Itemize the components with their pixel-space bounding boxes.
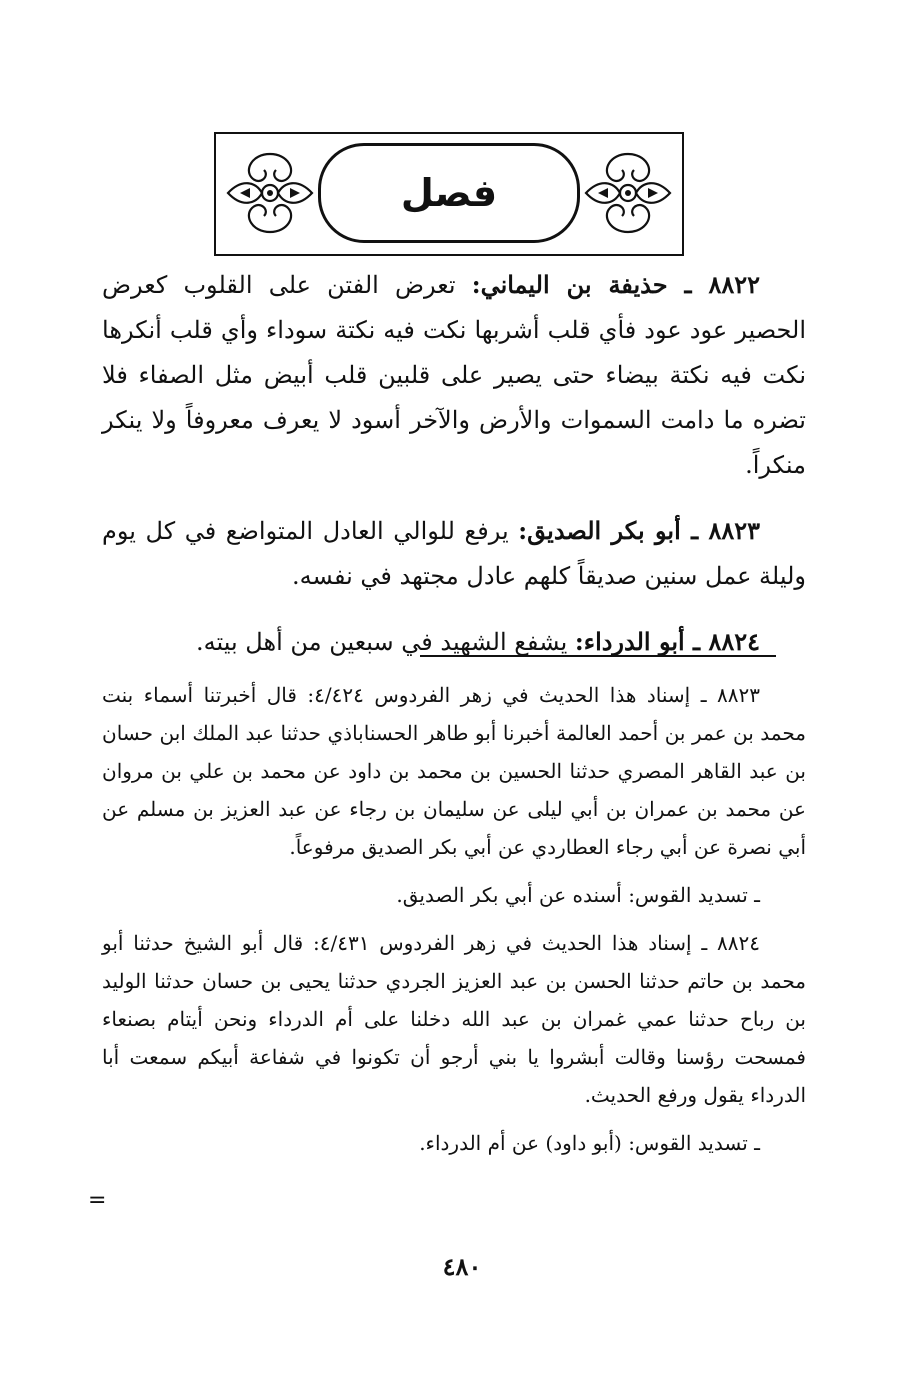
entry-label: ٨٨٢٢ ـ حذيفة بن اليماني: <box>471 270 760 299</box>
entry-text: يرفع للوالي العادل المتواضع في كل يوم وليلة عمل سنين صديقاً كلهم عادل مجتهد في نفسه. <box>102 517 806 590</box>
title-cartouche <box>318 143 580 243</box>
footnotes <box>102 676 806 1172</box>
right-arabesque-ornament <box>580 148 676 238</box>
entry-text: تعرض الفتن على القلوب كعرض الحصير عود عود فأي قلب أشربها نكت فيه نكتة سوداء وأي قلب أنكرها نكت فيه نكتة بيضاء حتى يصير على قلبين قلب أبيض مثل الصفاء فلا تضره ما دامت السموات والأرض والآخر أسود لا يعرف معروفاً ولا ينكر منكراً. <box>102 271 806 479</box>
entry-label: ٨٨٢٣ ـ أبو بكر الصديق: <box>518 516 760 545</box>
entry-8822 <box>102 262 806 488</box>
entry-text: يشفع الشهيد في سبعين من أهل بيته. <box>196 628 575 656</box>
section-title: فصل <box>400 171 498 215</box>
entry-label: ٨٨٢٤ ـ أبو الدرداء: <box>574 627 760 656</box>
entry-8824 <box>102 619 806 665</box>
main-text <box>102 262 806 685</box>
footnote-tasdid-8824: ـ تسديد القوس: (أبو داود) عن أم الدرداء. <box>419 1131 760 1155</box>
footnote-divider <box>420 655 776 657</box>
continuation-mark: = <box>88 1188 107 1213</box>
left-arabesque-ornament <box>222 148 318 238</box>
footnote-tasdid-8823: ـ تسديد القوس: أسنده عن أبي بكر الصديق. <box>396 883 760 907</box>
footnote-8823: ٨٨٢٣ ـ إسناد هذا الحديث في زهر الفردوس ٤/٤٢٤: قال أخبرتنا أسماء بنت محمد بن عمر بن أحمد العالمة أخبرنا أبو طاهر الحسناباذي حدثنا عبد الملك ابن حسان بن عبد القاهر المصري حدثنا الحسين بن محمد بن داود عن محمد بن علي بن مروان عن محمد بن عمران بن أبي ليلى عن سليمان بن رجاء عن عبد العزيز بن مسلم عن أبي نصرة عن أبي رجاء العطاردي عن أبي بكر الصديق مرفوعاً. <box>102 683 806 859</box>
footnote-8824: ٨٨٢٤ ـ إسناد هذا الحديث في زهر الفردوس ٤/٤٣١: قال أبو الشيخ حدثنا أبو محمد بن حاتم حدثنا الحسن بن عبد العزيز الجردي حدثنا يحيى بن حسان حدثنا الوليد بن رباح حدثنا عمي غمران بن عبد الله دخلنا على أم الدرداء ونحن أيتام بصنعاء فمسحت رؤسنا وقالت أبشروا يا بني أرجو أن تكونوا في شفاعة أبيكم سمعت أبا الدرداء يقول ورفع الحديث. <box>102 931 806 1107</box>
entry-8823 <box>102 508 806 599</box>
page-number: ٤٨٠ <box>442 1252 482 1281</box>
